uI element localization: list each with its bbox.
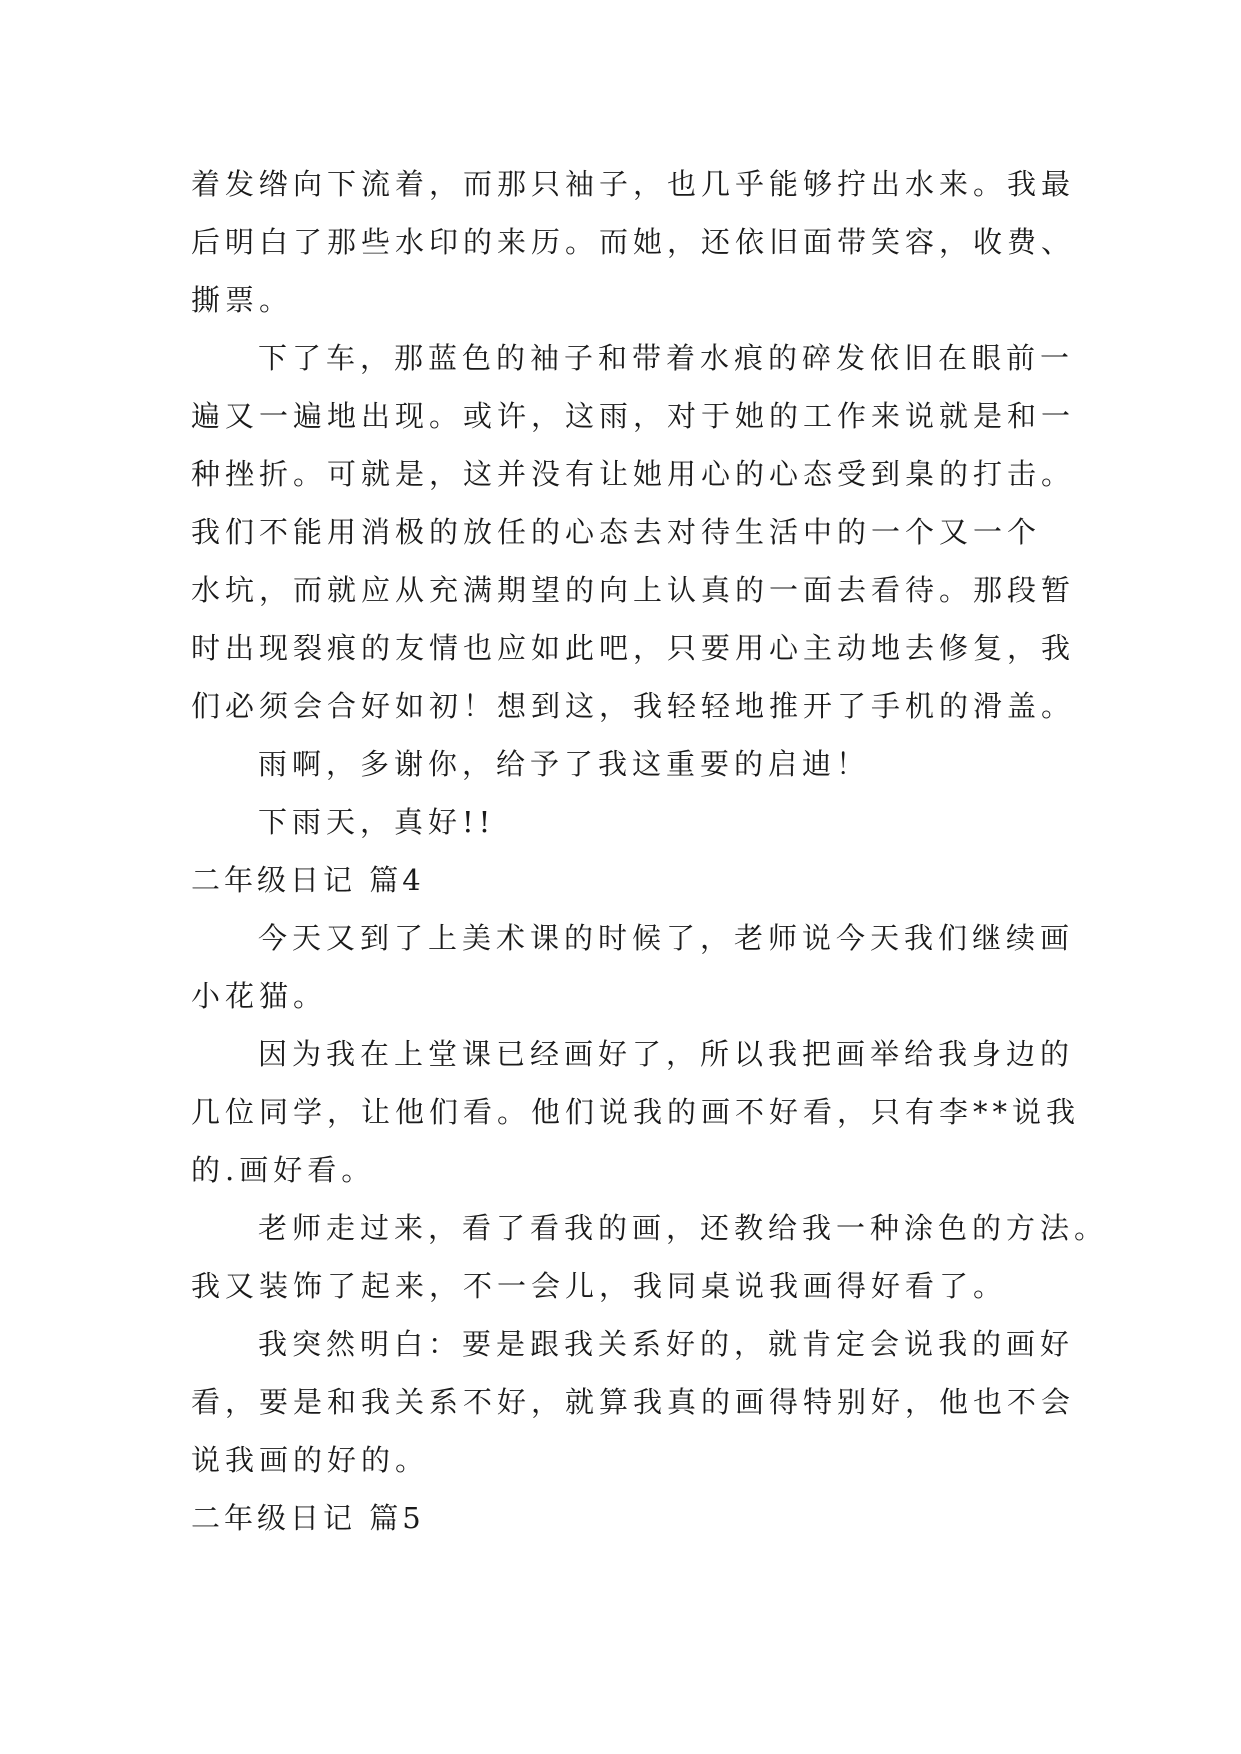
text-line: 遍又一遍地出现。或许，这雨，对于她的工作来说就是和一 bbox=[191, 399, 1076, 433]
text-line: 几位同学，让他们看。他们说我的画不好看，只有李**说我 bbox=[191, 1095, 1081, 1129]
text-line: 我们不能用消极的放任的心态去对待生活中的一个又一个 bbox=[191, 515, 1042, 549]
paragraph-start: 老师走过来，看了看我的画，还教给我一种涂色的方法。 bbox=[258, 1211, 1109, 1245]
document-body bbox=[191, 155, 1109, 1547]
text-line: 小花猫。 bbox=[191, 979, 328, 1013]
text-line: 水坑，而就应从充满期望的向上认真的一面去看待。那段暂 bbox=[191, 573, 1076, 607]
paragraph-start: 下了车，那蓝色的袖子和带着水痕的碎发依旧在眼前一 bbox=[258, 341, 1075, 375]
paragraph-start: 因为我在上堂课已经画好了，所以我把画举给我身边的 bbox=[258, 1037, 1075, 1071]
section-heading: 二年级日记 篇4 bbox=[191, 863, 425, 897]
text-line: 后明白了那些水印的来历。而她，还依旧面带笑容，收费、 bbox=[191, 225, 1076, 259]
text-line: 们必须会合好如初！想到这，我轻轻地推开了手机的滑盖。 bbox=[191, 689, 1076, 723]
text-line: 的.画好看。 bbox=[191, 1153, 376, 1187]
paragraph-start: 雨啊，多谢你，给予了我这重要的启迪！ bbox=[258, 747, 871, 781]
paragraph-start: 今天又到了上美术课的时候了，老师说今天我们继续画 bbox=[258, 921, 1075, 955]
text-line: 着发绺向下流着，而那只袖子，也几乎能够拧出水来。我最 bbox=[191, 167, 1076, 201]
text-line: 时出现裂痕的友情也应如此吧，只要用心主动地去修复，我 bbox=[191, 631, 1076, 665]
text-line: 看，要是和我关系不好，就算我真的画得特别好，他也不会 bbox=[191, 1385, 1076, 1419]
text-line: 我又装饰了起来，不一会儿，我同桌说我画得好看了。 bbox=[191, 1269, 1008, 1303]
paragraph-start: 我突然明白：要是跟我关系好的，就肯定会说我的画好 bbox=[258, 1327, 1075, 1361]
text-line: 说我画的好的。 bbox=[191, 1443, 430, 1477]
section-heading: 二年级日记 篇5 bbox=[191, 1501, 425, 1535]
paragraph-start: 下雨天，真好!! bbox=[258, 805, 496, 839]
text-line: 种挫折。可就是，这并没有让她用心的心态受到臬的打击。 bbox=[191, 457, 1076, 491]
text-line: 撕票。 bbox=[191, 283, 294, 317]
